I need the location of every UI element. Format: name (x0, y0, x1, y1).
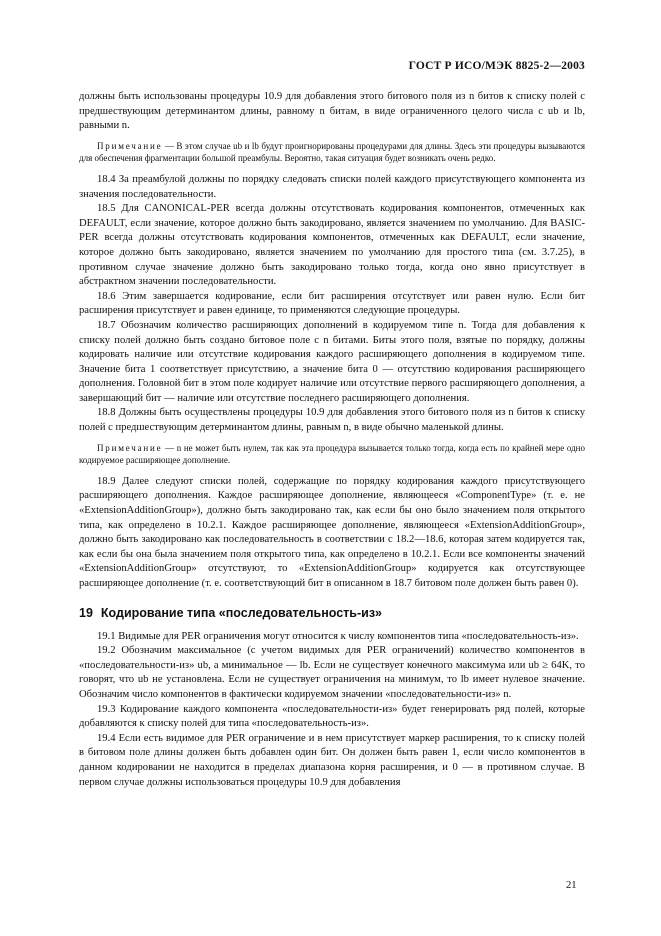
note-1-label: Примечание (97, 140, 163, 151)
paragraph-19-4: 19.4 Если есть видимое для PER ограничение и в нем присутствует маркер расширения, то к списку полей в битовом поле длины должен быть добавлен один бит. Он должен быть равен 1, если число компонентов в данном кодировании не находится в пределах диапазона корня расширения, и 0 — в противном случае. В первом случае должны использоваться процедуры 10.9 для добавления (79, 732, 585, 788)
paragraph-18-7: 18.7 Обозначим количество расширяющих дополнений в кодируемом типе n. Тогда для добавления к списку полей должно быть создано битовое поле с n битами. Биты этого поля, взятые по порядку, должны кодировать наличие или отсутствие кодирования каждого расширяющего дополнения в кодируемом типе. Значение бита 1 соответствует присутствию, а значение бита 0 — отсутствию кодирования расширяющего дополнения. Головной бит в этом поле кодирует наличие или отсутствие первого расширяющего дополнения, а завершающий бит — наличие или отсутствие последнего расширяющего дополнения. (79, 319, 585, 404)
note-2 (79, 442, 585, 467)
paragraph-19-1: 19.1 Видимые для PER ограничения могут относится к числу компонентов типа «последовательность-из». (97, 630, 579, 642)
section-19-number: 19 (79, 605, 93, 620)
paragraph-19-2: 19.2 Обозначим максимальное (с учетом видимых для PER ограничений) количество компонентов в «последовательности-из» ub, а минимальное — lb. Если не существует конечного максимума или ub ≥ 64K, то говорят, что ub не установлена. Если не существует ограничения на минимум, то lb имеет нулевое значение. Обозначим число компонентов в фактически кодируемом значении «последовательности-из» n. (79, 645, 585, 700)
note-2-label: Примечание (97, 442, 163, 453)
paragraph-18-4: 18.4 За преамбулой должны по порядку следовать списки полей каждого присутствующего компонента из значения последовательности. (79, 173, 585, 200)
note-1-text: — В этом случае ub и lb будут проигнорированы процедурами для длины. Здесь эти процедуры вызываются для обеспечения фрагментации большой преамбулы. Вероятно, такая ситуация будет возникать очень редко. (79, 140, 585, 164)
paragraph-19-3: 19.3 Кодирование каждого компонента «последовательности-из» будет генерировать ряд полей, которые добавляются к списку полей для типа «последовательность-из». (79, 703, 585, 730)
paragraph-18-5: 18.5 Для CANONICAL-PER всегда должны отсутствовать кодирования компонентов, отмеченных как DEFAULT, если значение, которое должно быть закодировано, является значением по умолчанию. Для BASIC-PER всегда должны отсутствовать кодирования компонентов, отмеченных как DEFAULT, если значение, которое должно быть закодировано, является значением по умолчанию для простого типа (см. 3.7.25), в противном случае значение должно быть закодировано только тогда, когда оно явно присутствует в абстрактном значении последовательности. (79, 203, 585, 288)
paragraph-18-9: 18.9 Далее следуют списки полей, содержащие по порядку кодирования каждого присутствующего расширяющего дополнения. Каждое расширяющее дополнение, являющееся «ComponentType» (т. е. не «ExtensionAdditionGroup»), должно быть закодировано так, как если бы оно было значением поля открытого типа, как определено в 10.2.1. Каждое расширяющее дополнение, являющееся «ExtensionAdditionGroup», должно быть закодировано как последовательность в соответствии с 18.2—18.6, которая затем кодируется так, как если бы она была значением поля открытого типа, как определено в 10.2.1. Если все компоненты значений «ExtensionAdditionGroup» отсутствуют, то «ExtensionAdditionGroup» кодируется как отсутствующее расширяющее дополнение (т. е. соответствующий бит в описанном в 18.7 битовом поле должен быть равен 0). (79, 475, 585, 589)
note-2-text: — n не может быть нулем, так как эта процедура вызывается только тогда, когда есть по крайней мере одно кодируемое расширяющее дополнение. (79, 442, 585, 466)
document-header: ГОСТ Р ИСО/МЭК 8825-2—2003 (408, 60, 585, 72)
page-number: 21 (566, 880, 577, 891)
paragraph-intro: должны быть использованы процедуры 10.9 для добавления этого битового поля из n битов к списку полей с предшествующим детерминантом длины, равному n битам, в виде ограниченного целого числа с ub и lb, равными n. (79, 91, 585, 132)
paragraph-18-6: 18.6 Этим завершается кодирование, если бит расширения отсутствует или равен нулю. Если бит расширения присутствует и равен единице, то применяются следующие процедуры. (79, 290, 585, 317)
note-1 (79, 140, 585, 165)
paragraph-18-8: 18.8 Должны быть осуществлены процедуры 10.9 для добавления этого битового поля из n битов к списку полей с предшествующим детерминантом длины, равным n, в виде обычно маленькой длины. (79, 407, 585, 434)
section-19-heading (79, 606, 585, 620)
section-19-title: Кодирование типа «последовательность-из» (100, 605, 382, 620)
document-page (79, 60, 585, 790)
